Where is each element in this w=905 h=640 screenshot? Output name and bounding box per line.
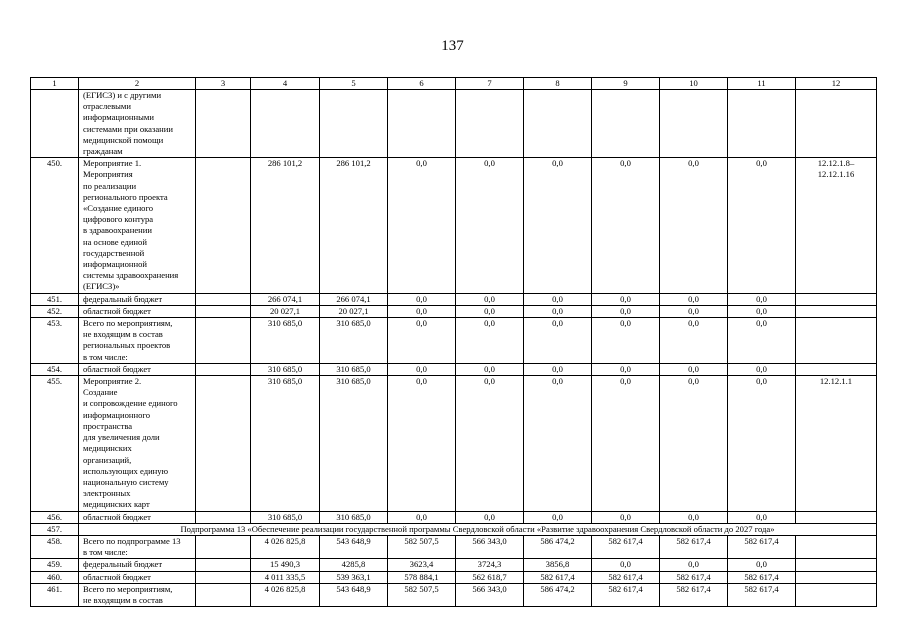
page-number: 137 — [441, 38, 464, 54]
col5-cell: 539 363,1 — [320, 571, 388, 583]
table-row — [31, 376, 877, 511]
col10-cell: 0,0 — [660, 511, 728, 523]
col3-cell — [196, 535, 251, 558]
reference-cell — [796, 571, 877, 583]
col10-cell: 0,0 — [660, 559, 728, 571]
col3-cell — [196, 511, 251, 523]
col7-cell: 566 343,0 — [456, 535, 524, 558]
table-row — [31, 90, 877, 158]
col8-cell: 582 617,4 — [524, 571, 592, 583]
col3-cell — [196, 363, 251, 375]
col3-cell — [196, 305, 251, 317]
col6-cell: 0,0 — [388, 363, 456, 375]
col5-cell: 310 685,0 — [320, 511, 388, 523]
col4-cell: 266 074,1 — [251, 293, 320, 305]
table-row — [31, 318, 877, 364]
budget-table — [30, 77, 877, 607]
col5-cell: 266 074,1 — [320, 293, 388, 305]
col3-cell — [196, 318, 251, 364]
row-number-cell: 451. — [31, 293, 79, 305]
col11-cell — [728, 90, 796, 158]
row-number-cell: 456. — [31, 511, 79, 523]
col5-cell: 286 101,2 — [320, 158, 388, 293]
reference-cell — [796, 363, 877, 375]
row-name-cell: Мероприятие 1. Мероприятия по реализации регионального проекта «Создание единого цифрового контура в здравоохранении на основе единой государственной информационной системы здравоохранения (ЕГИСЗ)» — [79, 158, 196, 293]
header-cell: 10 — [660, 78, 728, 90]
col3-cell — [196, 376, 251, 511]
col3-cell — [196, 158, 251, 293]
subprogram-row — [31, 523, 877, 535]
row-name-cell: областной бюджет — [79, 571, 196, 583]
reference-cell — [796, 293, 877, 305]
table-row — [31, 511, 877, 523]
col5-cell: 543 648,9 — [320, 583, 388, 606]
row-number-cell: 458. — [31, 535, 79, 558]
col9-cell: 582 617,4 — [592, 571, 660, 583]
reference-cell — [796, 90, 877, 158]
col11-cell: 0,0 — [728, 158, 796, 293]
col6-cell: 578 884,1 — [388, 571, 456, 583]
col10-cell: 0,0 — [660, 305, 728, 317]
col6-cell: 0,0 — [388, 158, 456, 293]
col3-cell — [196, 90, 251, 158]
col8-cell: 0,0 — [524, 158, 592, 293]
table-row — [31, 293, 877, 305]
col11-cell: 0,0 — [728, 376, 796, 511]
row-number-cell: 459. — [31, 559, 79, 571]
col9-cell: 0,0 — [592, 158, 660, 293]
col4-cell: 4 026 825,8 — [251, 535, 320, 558]
header-cell: 9 — [592, 78, 660, 90]
col4-cell: 310 685,0 — [251, 511, 320, 523]
table-header-row — [31, 78, 877, 90]
reference-cell — [796, 583, 877, 606]
col7-cell: 566 343,0 — [456, 583, 524, 606]
row-number-cell: 454. — [31, 363, 79, 375]
row-name-cell: Всего по мероприятиям, не входящим в состав региональных проектов в том числе: — [79, 318, 196, 364]
row-number-cell: 461. — [31, 583, 79, 606]
table-row — [31, 158, 877, 293]
col11-cell: 0,0 — [728, 293, 796, 305]
col3-cell — [196, 571, 251, 583]
reference-cell: 12.12.1.1 — [796, 376, 877, 511]
col6-cell: 0,0 — [388, 376, 456, 511]
col7-cell — [456, 90, 524, 158]
reference-cell: 12.12.1.8– 12.12.1.16 — [796, 158, 877, 293]
row-name-cell: областной бюджет — [79, 305, 196, 317]
col8-cell: 0,0 — [524, 318, 592, 364]
col11-cell: 0,0 — [728, 559, 796, 571]
col9-cell: 0,0 — [592, 293, 660, 305]
col10-cell: 582 617,4 — [660, 583, 728, 606]
reference-cell — [796, 511, 877, 523]
subprogram-title-cell: Подпрограмма 13 «Обеспечение реализации государственной программы Свердловской области «Развитие здравоохранения Свердловской области до 2027 года» — [79, 523, 877, 535]
table-row — [31, 559, 877, 571]
col6-cell — [388, 90, 456, 158]
header-cell: 1 — [31, 78, 79, 90]
reference-cell — [796, 559, 877, 571]
col5-cell: 310 685,0 — [320, 318, 388, 364]
col7-cell: 0,0 — [456, 363, 524, 375]
header-cell: 4 — [251, 78, 320, 90]
col6-cell: 3623,4 — [388, 559, 456, 571]
reference-cell — [796, 305, 877, 317]
row-name-cell: (ЕГИСЗ) и с другими отраслевыми информационными системами при оказании медицинской помощи гражданам — [79, 90, 196, 158]
row-number-cell: 457. — [31, 523, 79, 535]
header-cell: 5 — [320, 78, 388, 90]
header-cell: 2 — [79, 78, 196, 90]
col9-cell: 582 617,4 — [592, 583, 660, 606]
col10-cell: 0,0 — [660, 363, 728, 375]
col7-cell: 0,0 — [456, 318, 524, 364]
col10-cell: 0,0 — [660, 376, 728, 511]
col10-cell: 0,0 — [660, 318, 728, 364]
col11-cell: 0,0 — [728, 363, 796, 375]
row-name-cell: областной бюджет — [79, 363, 196, 375]
row-name-cell: Всего по мероприятиям, не входящим в состав — [79, 583, 196, 606]
col7-cell: 0,0 — [456, 293, 524, 305]
col4-cell: 20 027,1 — [251, 305, 320, 317]
col5-cell: 543 648,9 — [320, 535, 388, 558]
col11-cell: 582 617,4 — [728, 535, 796, 558]
col10-cell: 0,0 — [660, 293, 728, 305]
col3-cell — [196, 583, 251, 606]
col4-cell: 286 101,2 — [251, 158, 320, 293]
col8-cell: 0,0 — [524, 511, 592, 523]
col3-cell — [196, 293, 251, 305]
col9-cell: 0,0 — [592, 511, 660, 523]
col5-cell — [320, 90, 388, 158]
table-row — [31, 571, 877, 583]
col10-cell — [660, 90, 728, 158]
header-cell: 3 — [196, 78, 251, 90]
col8-cell: 586 474,2 — [524, 535, 592, 558]
col11-cell: 582 617,4 — [728, 571, 796, 583]
reference-cell — [796, 535, 877, 558]
row-number-cell: 453. — [31, 318, 79, 364]
row-number-cell: 450. — [31, 158, 79, 293]
col9-cell: 0,0 — [592, 559, 660, 571]
col6-cell: 582 507,5 — [388, 583, 456, 606]
col9-cell: 582 617,4 — [592, 535, 660, 558]
col4-cell: 4 011 335,5 — [251, 571, 320, 583]
col10-cell: 582 617,4 — [660, 535, 728, 558]
col8-cell: 586 474,2 — [524, 583, 592, 606]
col9-cell: 0,0 — [592, 318, 660, 364]
col5-cell: 20 027,1 — [320, 305, 388, 317]
col11-cell: 0,0 — [728, 318, 796, 364]
col7-cell: 0,0 — [456, 511, 524, 523]
col9-cell: 0,0 — [592, 363, 660, 375]
col9-cell: 0,0 — [592, 376, 660, 511]
row-name-cell: Мероприятие 2. Создание и сопровождение единого информационного пространства для увеличения доли медицинских организаций, использующих единую национальную систему электронных медицинских карт — [79, 376, 196, 511]
col7-cell: 0,0 — [456, 158, 524, 293]
col4-cell — [251, 90, 320, 158]
col11-cell: 0,0 — [728, 305, 796, 317]
row-name-cell: областной бюджет — [79, 511, 196, 523]
col6-cell: 0,0 — [388, 293, 456, 305]
table-row — [31, 535, 877, 558]
col4-cell: 310 685,0 — [251, 376, 320, 511]
reference-cell — [796, 318, 877, 364]
col8-cell: 0,0 — [524, 363, 592, 375]
col11-cell: 582 617,4 — [728, 583, 796, 606]
table-row — [31, 305, 877, 317]
row-number-cell: 452. — [31, 305, 79, 317]
row-number-cell: 455. — [31, 376, 79, 511]
header-cell: 8 — [524, 78, 592, 90]
col11-cell: 0,0 — [728, 511, 796, 523]
col8-cell: 0,0 — [524, 376, 592, 511]
col4-cell: 15 490,3 — [251, 559, 320, 571]
row-number-cell — [31, 90, 79, 158]
col6-cell: 0,0 — [388, 305, 456, 317]
col8-cell: 0,0 — [524, 293, 592, 305]
row-name-cell: федеральный бюджет — [79, 559, 196, 571]
col4-cell: 310 685,0 — [251, 318, 320, 364]
row-number-cell: 460. — [31, 571, 79, 583]
col6-cell: 582 507,5 — [388, 535, 456, 558]
col6-cell: 0,0 — [388, 318, 456, 364]
col7-cell: 3724,3 — [456, 559, 524, 571]
header-cell: 6 — [388, 78, 456, 90]
col9-cell: 0,0 — [592, 305, 660, 317]
col5-cell: 4285,8 — [320, 559, 388, 571]
row-name-cell: федеральный бюджет — [79, 293, 196, 305]
table-row — [31, 363, 877, 375]
col7-cell: 0,0 — [456, 376, 524, 511]
header-cell: 7 — [456, 78, 524, 90]
col5-cell: 310 685,0 — [320, 363, 388, 375]
col4-cell: 4 026 825,8 — [251, 583, 320, 606]
col8-cell: 0,0 — [524, 305, 592, 317]
header-cell: 12 — [796, 78, 877, 90]
col9-cell — [592, 90, 660, 158]
col8-cell — [524, 90, 592, 158]
row-name-cell: Всего по подпрограмме 13 в том числе: — [79, 535, 196, 558]
col4-cell: 310 685,0 — [251, 363, 320, 375]
header-cell: 11 — [728, 78, 796, 90]
col10-cell: 0,0 — [660, 158, 728, 293]
col5-cell: 310 685,0 — [320, 376, 388, 511]
col7-cell: 562 618,7 — [456, 571, 524, 583]
col8-cell: 3856,8 — [524, 559, 592, 571]
table-row — [31, 583, 877, 606]
col6-cell: 0,0 — [388, 511, 456, 523]
col10-cell: 582 617,4 — [660, 571, 728, 583]
col3-cell — [196, 559, 251, 571]
col7-cell: 0,0 — [456, 305, 524, 317]
